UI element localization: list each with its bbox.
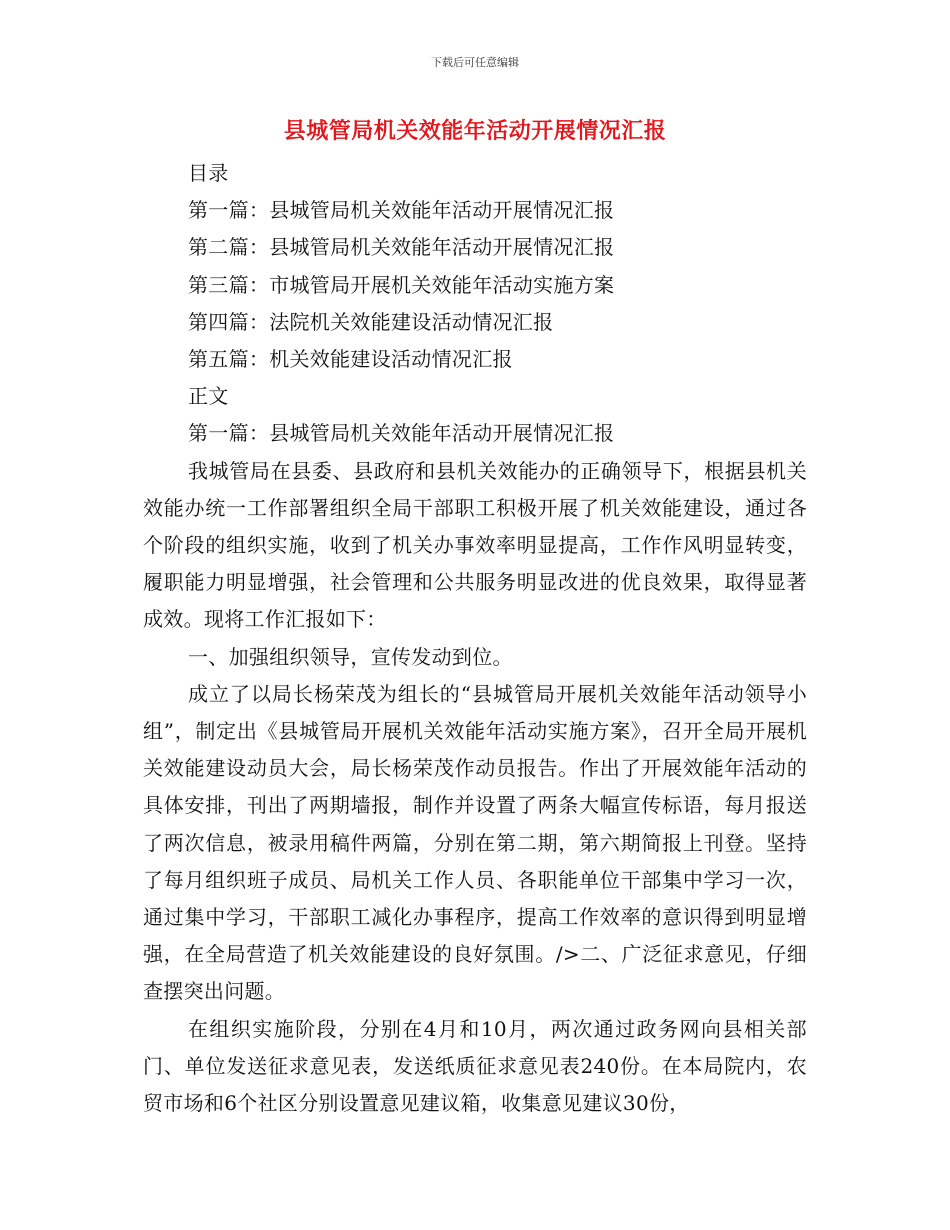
body-paragraph: 成立了以局长杨荣茂为组长的“县城管局开展机关效能年活动领导小组”，制定出《县城管局开展机关效能年活动实施方案》，召开全局开展机关效能建设动员大会，局长杨荣茂作动员报告。作出了开展效能年活动的具体安排，刊出了两期墙报，制作并设置了两条大幅宣传标语，每月报送了两次信息，被录用稿件两篇，分别在第二期，第六期简报上刊登。坚持了每月组织班子成员、局机关工作人员、各职能单位干部集中学习一次，通过集中学习，干部职工减化办事程序，提高工作效率的意识得到明显增强，在全局营造了机关效能建设的良好氛围。/>二、广泛征求意见，仔细查摆突出问题。 bbox=[143, 681, 807, 1004]
body-paragraph: 在组织实施阶段，分别在4月和10月，两次通过政务网向县相关部门、单位发送征求意见表，发送纸质征求意见表240份。在本局院内，农贸市场和6个社区分别设置意见建议箱，收集意见建议30份， bbox=[143, 1016, 807, 1115]
section-heading: 一、加强组织领导，宣传发动到位。 bbox=[188, 644, 513, 669]
chapter-title: 第一篇：县城管局机关效能年活动开展情况汇报 bbox=[188, 421, 615, 446]
toc-item: 第二篇：县城管局机关效能年活动开展情况汇报 bbox=[188, 235, 615, 260]
toc-item: 第三篇：市城管局开展机关效能年活动实施方案 bbox=[188, 272, 615, 297]
body-paragraph: 我城管局在县委、县政府和县机关效能办的正确领导下，根据县机关效能办统一工作部署组织全局干部职工积极开展了机关效能建设，通过各个阶段的组织实施，收到了机关办事效率明显提高，工作作风明显转变，履职能力明显增强，社会管理和公共服务明显改进的优良效果，取得显著成效。现将工作汇报如下： bbox=[143, 458, 807, 632]
document-body bbox=[143, 155, 807, 1122]
body-heading: 正文 bbox=[188, 384, 229, 409]
toc-item: 第五篇：机关效能建设活动情况汇报 bbox=[188, 346, 513, 371]
toc-heading: 目录 bbox=[188, 161, 229, 185]
toc-item: 第一篇：县城管局机关效能年活动开展情况汇报 bbox=[188, 198, 615, 223]
header-note: 下载后可任意编辑 bbox=[431, 56, 519, 69]
toc-item: 第四篇：法院机关效能建设活动情况汇报 bbox=[188, 309, 554, 334]
document-title: 县城管局机关效能年活动开展情况汇报 bbox=[283, 119, 667, 144]
